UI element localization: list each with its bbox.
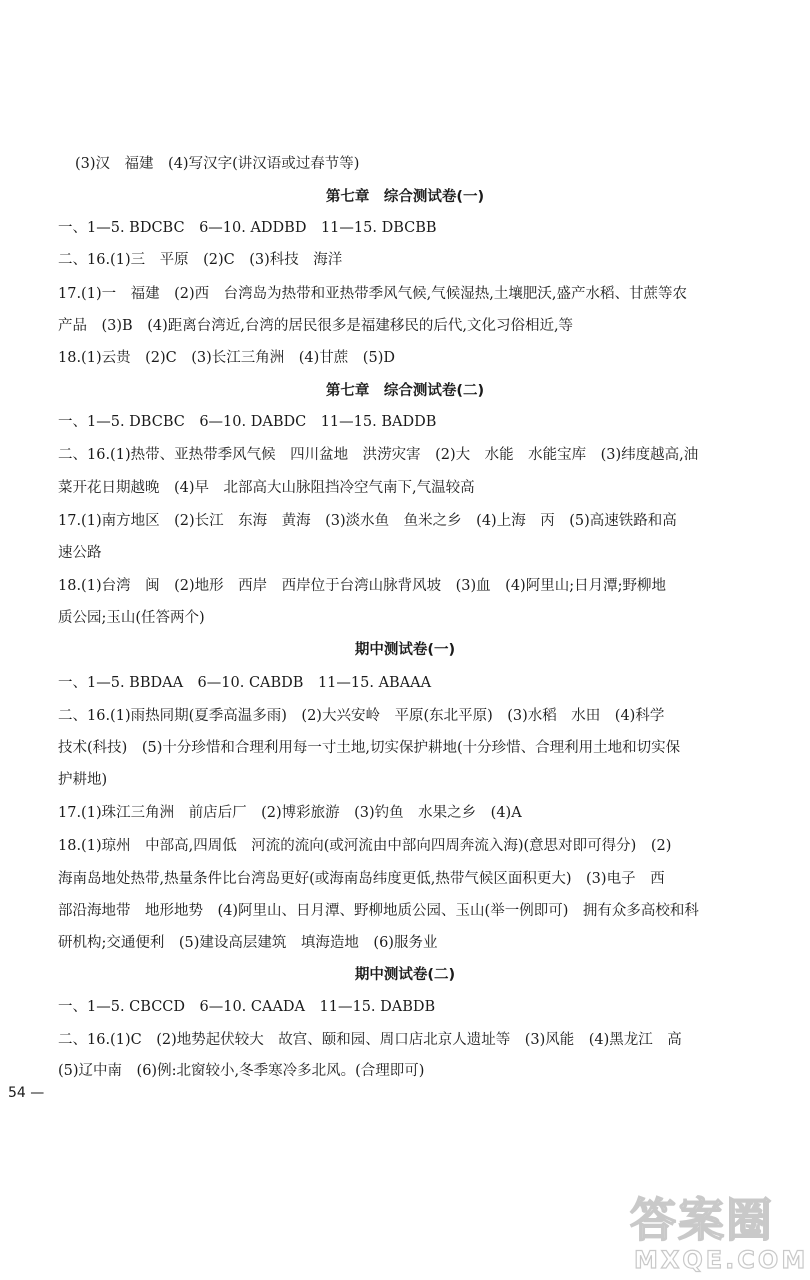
- text-line: 速公路: [58, 545, 102, 561]
- page-number: 54 —: [8, 1085, 45, 1101]
- text-line: 一、1—5. BBDAA 6—10. CABDB 11—15. ABAAA: [58, 675, 432, 691]
- text-line: 一、1—5. DBCBC 6—10. DABDC 11—15. BADDB: [58, 414, 437, 430]
- text-line: 二、16.(1)热带、亚热带季风气候 四川盆地 洪涝灾害 (2)大 水能 水能宝库 (3)纬度越高,油: [58, 447, 699, 463]
- text-line: 18.(1)琼州 中部高,四周低 河流的流向(或河流由中部向四周奔流入海)(意思对即可得分) (2): [58, 838, 672, 854]
- text-line: 17.(1)一 福建 (2)西 台湾岛为热带和亚热带季风气候,气候湿热,土壤肥沃,盛产水稻、甘蔗等农: [58, 286, 687, 302]
- watermark-url: MXQE.COM: [634, 1246, 809, 1274]
- text-line: 一、1—5. CBCCD 6—10. CAADA 11—15. DABDB: [58, 999, 436, 1015]
- text-line: 护耕地): [58, 772, 108, 788]
- text-line: 产品 (3)B (4)距离台湾近,台湾的居民很多是福建移民的后代,文化习俗相近,等: [58, 318, 574, 334]
- text-line: 17.(1)南方地区 (2)长江 东海 黄海 (3)淡水鱼 鱼米之乡 (4)上海 丙 (5)高速铁路和高: [58, 513, 677, 529]
- text-line: 18.(1)台湾 闽 (2)地形 西岸 西岸位于台湾山脉背风坡 (3)血 (4)阿里山;日月潭;野柳地: [58, 578, 666, 594]
- text-line: 二、16.(1)雨热同期(夏季高温多雨) (2)大兴安岭 平原(东北平原) (3)水稻 水田 (4)科学: [58, 708, 665, 724]
- section-heading: 第七章 综合测试卷(一): [325, 189, 485, 205]
- section-heading: 第七章 综合测试卷(二): [325, 383, 485, 399]
- watermark-logo: [630, 1192, 809, 1276]
- text-line: 二、16.(1)C (2)地势起伏较大 故宫、颐和园、周口店北京人遗址等 (3)风能 (4)黑龙江 高: [58, 1032, 682, 1048]
- text-line: 海南岛地处热带,热量条件比台湾岛更好(或海南岛纬度更低,热带气候区面积更大) (3)电子 西: [58, 871, 665, 887]
- text-line: 质公园;玉山(任答两个): [58, 610, 205, 626]
- section-heading: 期中测试卷(二): [354, 967, 456, 983]
- text-line: 部沿海地带 地形地势 (4)阿里山、日月潭、野柳地质公园、玉山(举一例即可) 拥有众多高校和科: [58, 903, 699, 919]
- text-line: (5)辽中南 (6)例:北窗较小,冬季寒冷多北风。(合理即可): [58, 1063, 425, 1079]
- text-line: (3)汉 福建 (4)写汉字(讲汉语或过春节等): [75, 156, 360, 172]
- text-line: 一、1—5. BDCBC 6—10. ADDBD 11—15. DBCBB: [58, 220, 437, 236]
- text-line: 18.(1)云贵 (2)C (3)长江三角洲 (4)甘蔗 (5)D: [58, 350, 395, 366]
- text-line: 17.(1)珠江三角洲 前店后厂 (2)博彩旅游 (3)钓鱼 水果之乡 (4)A: [58, 805, 522, 821]
- text-line: 技术(科技) (5)十分珍惜和合理利用每一寸土地,切实保护耕地(十分珍惜、合理利用土地和切实保: [58, 740, 681, 756]
- watermark-text: 答案圈: [630, 1193, 774, 1247]
- text-line: 研机构;交通便利 (5)建设高层建筑 填海造地 (6)服务业: [58, 935, 438, 951]
- text-line: 二、16.(1)三 平原 (2)C (3)科技 海洋: [58, 252, 343, 268]
- section-heading: 期中测试卷(一): [354, 642, 456, 658]
- text-line: 菜开花日期越晚 (4)早 北部高大山脉阻挡冷空气南下,气温较高: [58, 480, 475, 496]
